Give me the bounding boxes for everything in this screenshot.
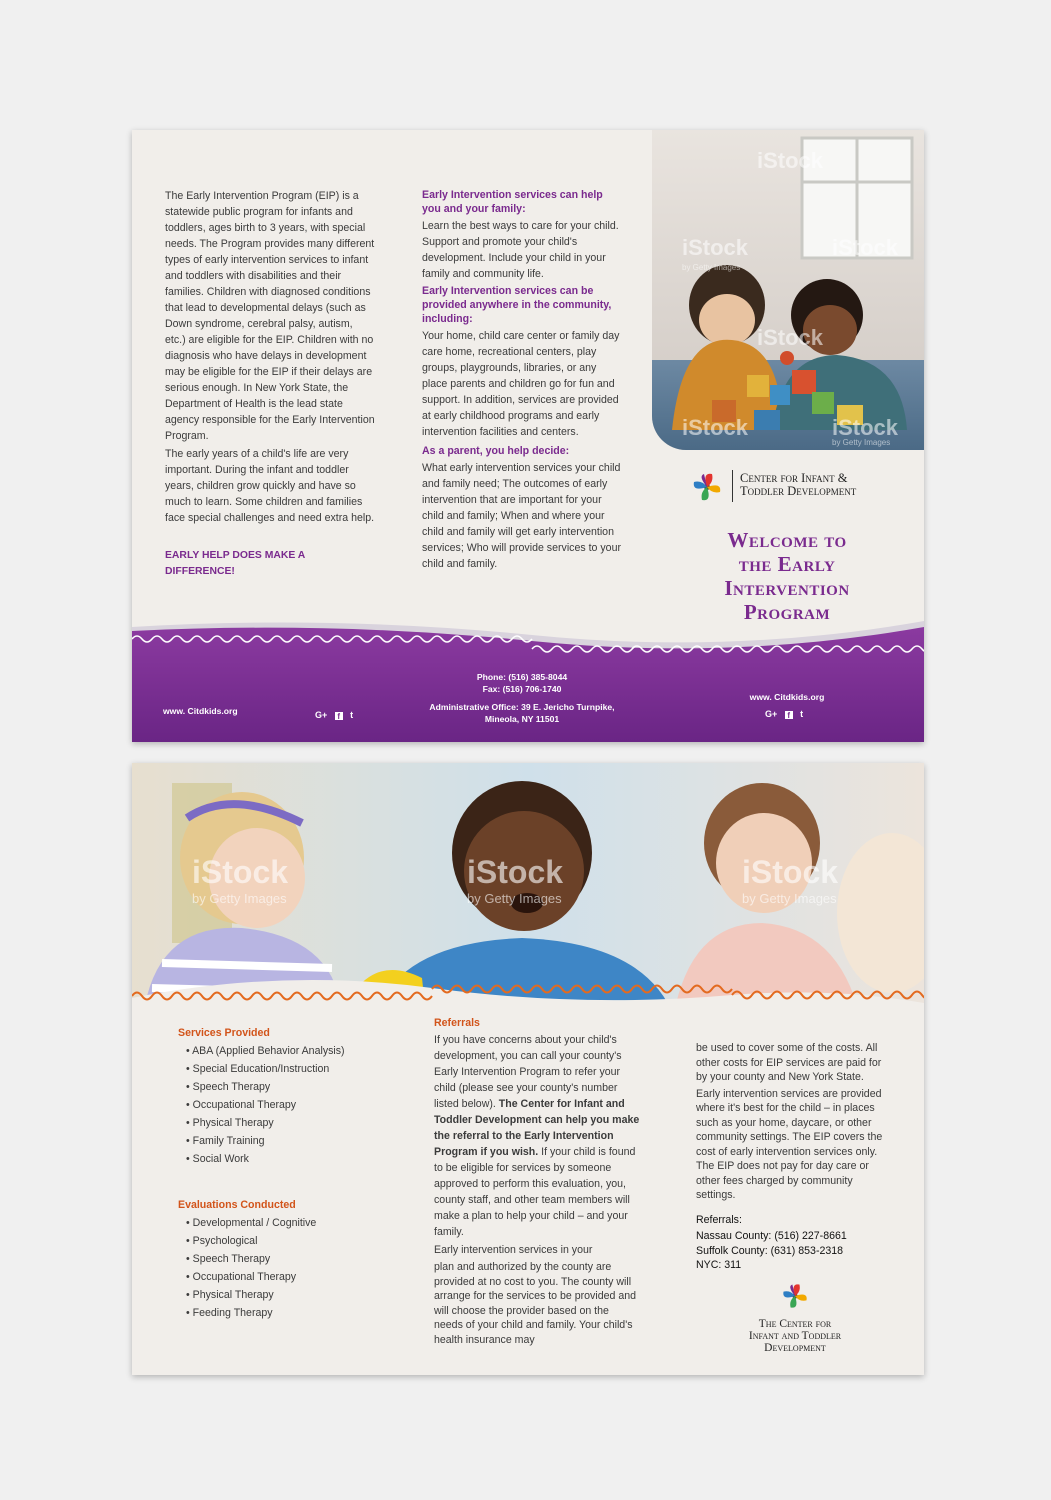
referrals-text-b: If your child is found to be eligible for services by someone approved to perform this evaluation, you, county staff, and other team members will make a plan to help your child – and your family. <box>434 1146 636 1238</box>
referrals-label: Referrals: <box>696 1213 742 1226</box>
watermark-getty-4: by Getty Images <box>467 891 562 906</box>
watermark-istock-1: iStock <box>757 148 824 173</box>
parent-decide-heading: As a parent, you help decide: <box>422 445 570 457</box>
brochure-outside <box>132 130 924 742</box>
footer-social-left <box>312 705 353 723</box>
title-line-1: Welcome to <box>727 528 847 552</box>
watermark-istock-9: iStock <box>742 854 839 890</box>
title-line-2: the Early <box>738 552 836 576</box>
brochure-title <box>692 528 882 624</box>
footer-fax: Fax: (516) 706-1740 <box>482 684 562 694</box>
footer-contact <box>422 671 622 725</box>
footer-social-right <box>762 704 803 722</box>
children-photo-illustration <box>132 763 924 1025</box>
footer-website-right[interactable]: www. Citdkids.org <box>749 692 825 702</box>
tagline: EARLY HELP DOES MAKE A DIFFERENCE! <box>165 550 305 577</box>
service-list-item: • Family Training <box>186 1132 378 1150</box>
watermark-istock-3: iStock <box>832 235 899 260</box>
org-line-2: Infant and Toddler <box>748 1330 842 1342</box>
toddlers-playing-photo <box>652 130 924 450</box>
org-line-1: The Center for <box>758 1318 832 1330</box>
referrals-text-c: Early intervention services in your <box>434 1244 593 1256</box>
service-list-item: • Special Education/Instruction <box>186 1060 378 1078</box>
service-list-item: • Occupational Therapy <box>186 1096 378 1114</box>
services-help-heading: Early Intervention services can help you and your family: <box>422 189 603 215</box>
pinwheel-logo-icon <box>690 470 724 504</box>
referrals-text-a: If you have concerns about your child's development, you can call your county's Early Intervention Program to refer your child (please see your county's number listed below). <box>434 1034 622 1110</box>
services-heading: Services Provided <box>178 1027 270 1039</box>
referrals-column <box>434 1016 640 1349</box>
watermark-istock-4: iStock <box>757 325 824 350</box>
watermark-getty-5: by Getty Images <box>742 891 837 906</box>
intro-paragraph-2: The early years of a child's life are very important. During the infant and toddler years, children grow quickly and have so much to learn. Some children and families face special challenges and need extra help. <box>165 448 375 524</box>
evaluations-list <box>186 1214 378 1322</box>
google-plus-icon-right[interactable]: G+ <box>765 709 778 719</box>
services-where-heading: Early Intervention services can be provided anywhere in the community, including: <box>422 285 612 325</box>
title-line-4: Program <box>743 600 831 624</box>
evaluation-list-item: • Developmental / Cognitive <box>186 1214 378 1232</box>
facebook-icon[interactable]: f <box>335 712 343 720</box>
twitter-icon-right[interactable]: t <box>800 709 804 719</box>
facebook-icon-right[interactable]: f <box>785 711 793 719</box>
intro-paragraph: The Early Intervention Program (EIP) is a statewide public program for infants and toddlers, ages birth to 3 years, with special needs. The Program provides many different types of early intervention services to infant and toddlers with disabilities and their families. Children with diagnosed conditions that lead to developmental delays (such as Down syndrome, cerebral palsy, autism, etc.) are eligible for the EIP. Children with no diagnosis who have delays in development may be eligible for the EIP if their delays are serious enough. In New York State, the Department of Health is the lead state agency responsible for the Early Intervention Program. <box>165 190 375 442</box>
evaluation-list-item: • Occupational Therapy <box>186 1268 378 1286</box>
nassau-county-phone[interactable]: Nassau County: (516) 227-8661 <box>696 1230 847 1242</box>
nyc-phone[interactable]: NYC: 311 <box>696 1259 742 1271</box>
toddlers-photo-illustration <box>652 130 924 450</box>
parent-decide-text: What early intervention services your child and family need; The outcomes of early intervention that are important for your child and family; When and where your child and family will get early intervention services; Who will provide services to your child and family. <box>422 462 621 570</box>
watermark-getty-1: by Getty Images <box>682 263 741 272</box>
title-line-3: Intervention <box>724 576 850 600</box>
coverage-text-1: be used to cover some of the costs. All other costs for EIP services are paid for by your county and New York State. <box>696 1042 882 1083</box>
bottom-logo-wordmark <box>722 1318 868 1354</box>
footer-address-2: Mineola, NY 11501 <box>484 714 560 724</box>
services-help-text: Learn the best ways to care for your child. Support and promote your child's development. Include your child in your family and community life. <box>422 220 619 280</box>
evaluation-list-item: • Psychological <box>186 1232 378 1250</box>
suffolk-county-phone[interactable]: Suffolk County: (631) 853-2318 <box>696 1244 844 1257</box>
logo-line-2: Toddler Development <box>740 484 857 498</box>
evaluations-heading: Evaluations Conducted <box>178 1199 296 1211</box>
logo-line-1: Center for Infant & <box>740 471 848 485</box>
evaluation-list-item: • Physical Therapy <box>186 1286 378 1304</box>
coverage-column <box>696 1041 892 1273</box>
service-list-item: • Social Work <box>186 1150 378 1168</box>
watermark-getty-3: by Getty Images <box>192 891 287 906</box>
referrals-heading: Referrals <box>434 1017 480 1029</box>
services-list <box>186 1042 378 1168</box>
services-where-text: Your home, child care center or family day care home, recreational centers, play groups, playgrounds, libraries, or any place parents and children go for fun and support. In addition, services are provided at early childhood programs and early intervention facilities and centers. <box>422 330 620 438</box>
bottom-logo <box>722 1281 868 1354</box>
footer-address-1: Administrative Office: 39 E. Jericho Turnpike, <box>429 702 615 712</box>
watermark-istock-8: iStock <box>467 854 564 890</box>
referral-contacts <box>696 1213 892 1273</box>
services-info-column <box>422 188 622 574</box>
coverage-text-2: Early intervention services are provided where it's best for the child – in places such as your home, daycare, or other community settings. The EIP covers the cost of early intervention services only. The EIP does not pay for day care or other fees charged by community settings. <box>696 1087 883 1201</box>
evaluation-list-item: • Speech Therapy <box>186 1250 378 1268</box>
watermark-istock-6: iStock <box>832 415 899 440</box>
brochure-inside <box>132 763 924 1375</box>
children-group-photo <box>132 763 924 1025</box>
pinwheel-logo-icon-small <box>780 1281 810 1311</box>
referrals-text-bold: The Center for Infant and Toddler Development can help you make the referral to the Early Intervention Program if you wish. <box>434 1098 640 1158</box>
referrals-text-d: plan and authorized by the county are provided at no cost to you. The county will arrange for the services to be provided and will choose the provider based on the needs of your child and family. Your child's health insurance may <box>434 1261 636 1346</box>
service-list-item: • ABA (Applied Behavior Analysis) <box>186 1042 378 1060</box>
service-list-item: • Physical Therapy <box>186 1114 378 1132</box>
watermark-istock-2: iStock <box>682 235 749 260</box>
footer-phone: Phone: (516) 385-8044 <box>476 672 568 682</box>
footer-website-left[interactable]: www. Citdkids.org <box>163 706 238 716</box>
org-line-3: Development <box>764 1342 826 1354</box>
evaluation-list-item: • Feeding Therapy <box>186 1304 378 1322</box>
logo-wordmark <box>740 472 900 498</box>
intro-column <box>165 188 375 582</box>
footer-band <box>132 617 924 742</box>
twitter-icon[interactable]: t <box>350 710 354 720</box>
service-list-item: • Speech Therapy <box>186 1078 378 1096</box>
watermark-istock-5: iStock <box>682 415 749 440</box>
center-logo <box>690 468 890 506</box>
watermark-istock-7: iStock <box>192 854 289 890</box>
google-plus-icon[interactable]: G+ <box>315 710 328 720</box>
watermark-getty-2: by Getty Images <box>832 438 891 447</box>
services-column <box>178 1026 378 1322</box>
